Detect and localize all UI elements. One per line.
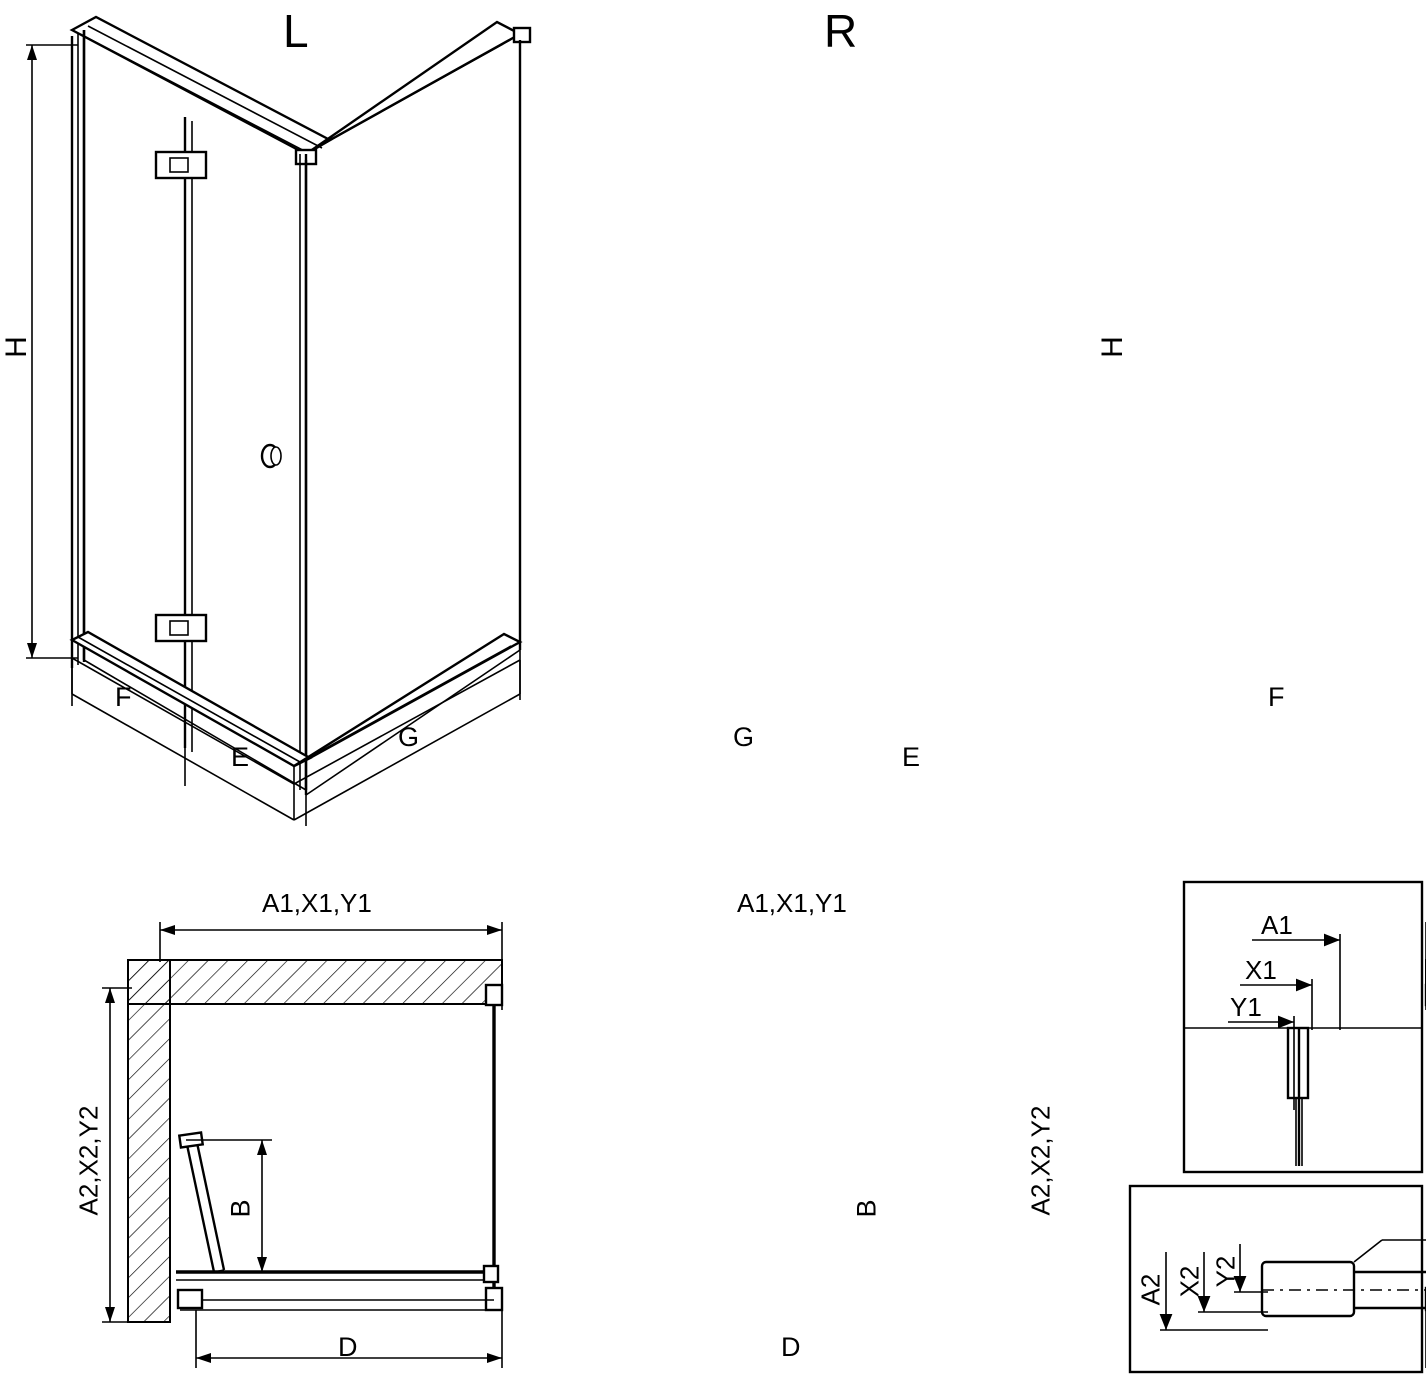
view-title-left: L [283,5,309,57]
hinge-top-left [156,152,206,178]
detail-view-top [1184,882,1422,1172]
dimension-label-e-left: E [231,742,250,772]
wall-post-left [72,30,84,668]
fixed-side-glass-left [486,985,502,1310]
iso-view-left [26,17,530,826]
detail-top-dim-x1: X1 [1245,955,1277,985]
detail-top-dim-a1: A1 [1261,910,1293,940]
dimension-label-g-left: G [398,722,420,752]
plan-left-inner-dimension-b: B [225,1199,256,1218]
glass-side-panel-left [300,40,520,795]
wall-side-left [128,960,170,1322]
plan-view-left [102,922,502,1368]
view-title-right: R [824,5,858,57]
front-glass-left [84,30,306,790]
plan-right-inner-dimension-b: B [851,1199,882,1218]
dimension-label-g-right: G [733,722,755,752]
plan-right-side-dimension: A2,X2,Y2 [1025,1105,1056,1216]
door-leaf-open-left [179,1133,224,1272]
plan-right-top-dimension: A1,X1,Y1 [737,888,847,918]
panel-split-left [185,117,192,752]
plan-left-side-dimension: A2,X2,Y2 [73,1105,104,1216]
plan-right-bottom-dimension-d: D [781,1332,801,1362]
door-knob-left [262,445,281,467]
dimension-label-e-right: E [902,742,921,772]
detail-bottom-dim-a2: A2 [1135,1273,1166,1306]
wall-top-left [128,960,502,1004]
dimension-label-f-left: F [115,682,132,712]
plan-left-top-dimension: A1,X1,Y1 [262,888,372,918]
dimension-label-f-right: F [1268,682,1285,712]
dimension-label-h-left: H [0,336,33,358]
bottom-rail-left [72,632,520,820]
hinge-bottom-left [156,615,206,641]
plan-left-bottom-dimension-d: D [338,1332,358,1362]
detail-top-dim-y1: Y1 [1230,992,1262,1022]
detail-bottom-dim-y2: Y2 [1210,1255,1241,1288]
detail-bottom-dim-x2: X2 [1174,1265,1205,1298]
dimension-label-h-right: H [1096,336,1129,358]
dimension-bottom-left [72,660,520,826]
